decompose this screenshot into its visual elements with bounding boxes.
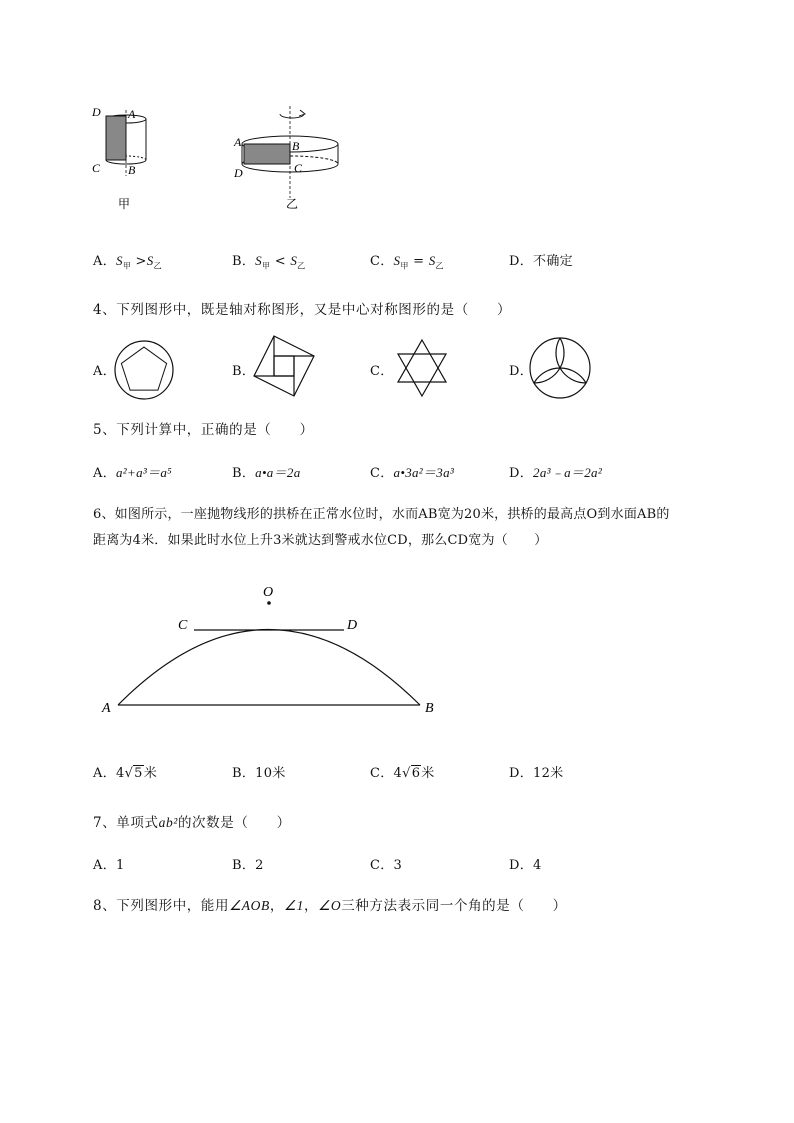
sqrt-sign: √ xyxy=(402,766,411,781)
q6-option-d[interactable]: D．12米 xyxy=(509,766,564,781)
label-B: B xyxy=(128,163,136,177)
q5-option-a[interactable]: A．a²+a³＝a⁵ xyxy=(93,465,172,481)
q5-option-c[interactable]: C．a•3a²＝3a³ xyxy=(370,465,455,481)
rotated-squares-shape xyxy=(252,334,316,398)
q5-option-b[interactable]: B．a•a＝2a xyxy=(232,465,301,481)
q4-stem: 4、下列图形中，既是轴对称图形，又是中心对称图形的是（ ） xyxy=(93,302,512,318)
caption-jia: 甲 xyxy=(118,197,131,211)
label-C: C xyxy=(92,161,101,175)
q6-stem-line2: 距离为4米．如果此时水位上升3米就达到警戒水位CD，那么CD宽为（ ） xyxy=(93,533,548,548)
cylinder-figure-yi xyxy=(228,102,348,212)
q7-option-a[interactable]: A．1 xyxy=(93,858,125,873)
q3-option-c[interactable]: C．$S_甲 = S_乙$ xyxy=(370,253,444,271)
label-D: D xyxy=(234,166,243,180)
label-C: C xyxy=(294,161,303,175)
q3-option-a[interactable]: A．$S_甲 >S_乙$ xyxy=(93,253,162,271)
pentagon-in-circle-shape xyxy=(112,338,176,402)
three-arcs-in-circle-shape xyxy=(528,336,592,400)
label-A: A xyxy=(234,135,242,149)
label-B: B xyxy=(292,139,300,153)
label-O: O xyxy=(263,585,274,600)
q6-option-c[interactable]: C．4√6米 xyxy=(370,766,435,781)
label-A: A xyxy=(128,107,136,121)
q4-option-b-label[interactable]: B． xyxy=(232,364,256,379)
q8-stem: 8、下列图形中，能用∠AOB，∠1，∠O三种方法表示同一个角的是（ ） xyxy=(93,898,567,914)
label-D: D xyxy=(347,618,358,633)
caption-yi: 乙 xyxy=(286,197,299,211)
q6-option-b[interactable]: B．10米 xyxy=(232,766,286,781)
q7-option-d[interactable]: D．4 xyxy=(509,858,542,873)
label-C: C xyxy=(178,618,188,633)
q4-option-a-label[interactable]: A． xyxy=(93,364,116,379)
q5-stem: 5、下列计算中，正确的是（ ） xyxy=(93,422,314,438)
q7-option-c[interactable]: C．3 xyxy=(370,858,403,873)
q6-option-a[interactable]: A．4√5米 xyxy=(93,766,158,781)
q3-option-d[interactable]: D．不确定 xyxy=(509,254,573,269)
q3-option-b[interactable]: B．$S_甲 < S_乙$ xyxy=(232,253,306,271)
hexagram-shape xyxy=(390,336,454,400)
label-B: B xyxy=(425,701,434,716)
sqrt-sign: √ xyxy=(124,766,134,781)
q7-stem: 7、单项式ab²的次数是（ ） xyxy=(93,815,291,831)
q7-option-b[interactable]: B．2 xyxy=(232,858,264,873)
cylinder-figure-jia xyxy=(88,102,168,212)
parabolic-bridge-figure xyxy=(96,578,448,720)
label-A: A xyxy=(102,701,111,716)
label-D: D xyxy=(92,105,101,119)
q6-stem-line1: 6、如图所示，一座抛物线形的拱桥在正常水位时，水而AB宽为20米，拱桥的最高点O到水面AB的 xyxy=(93,507,670,522)
q4-option-c-label[interactable]: C． xyxy=(370,364,394,379)
q5-option-d[interactable]: D．2a³﹣a＝2a² xyxy=(509,465,603,481)
q4-option-d-label[interactable]: D． xyxy=(509,364,534,379)
